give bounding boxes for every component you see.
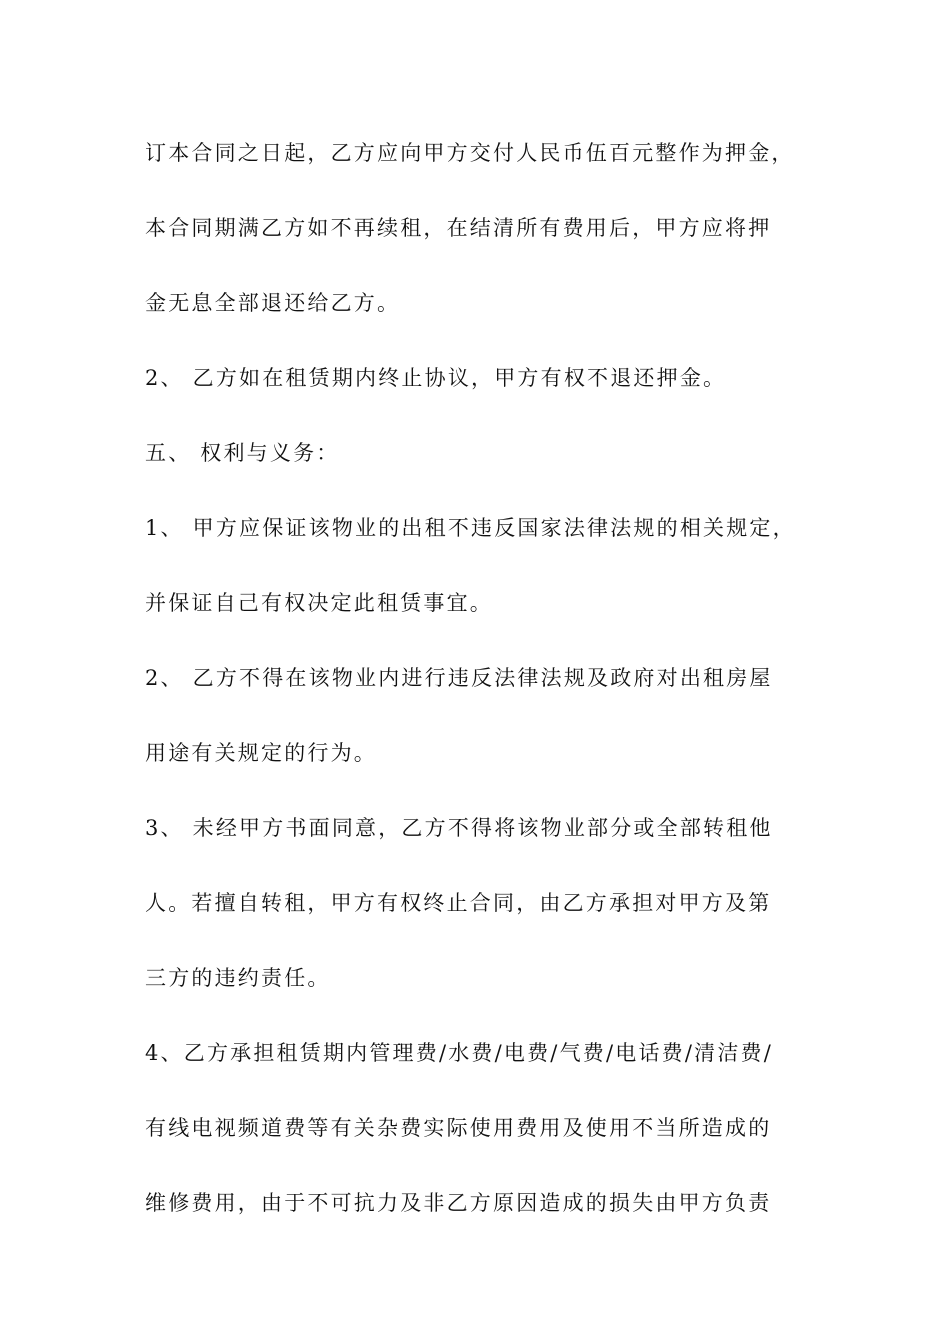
text-line: 维修费用，由于不可抗力及非乙方原因造成的损失由甲方负责 [145,1191,772,1215]
text-line: 2、 乙方如在租赁期内终止协议，甲方有权不退还押金。 [145,366,727,390]
text-line: 三方的违约责任。 [145,966,331,990]
text-line: 金无息全部退还给乙方。 [145,291,401,315]
text-line: 并保证自己有权决定此租赁事宜。 [145,591,493,615]
contract-text-block [145,128,825,1253]
text-line: 本合同期满乙方如不再续租，在结清所有费用后，甲方应将押 [145,216,772,240]
text-line: 2、 乙方不得在该物业内进行违反法律法规及政府对出租房屋 [145,666,773,690]
text-line: 1、 甲方应保证该物业的出租不违反国家法律法规的相关规定， [145,516,796,540]
text-line: 用途有关规定的行为。 [145,741,377,765]
text-line: 3、 未经甲方书面同意，乙方不得将该物业部分或全部转租他 [145,816,773,840]
text-line: 4、乙方承担租赁期内管理费/水费/电费/气费/电话费/清洁费/ [145,1041,774,1065]
text-line: 订本合同之日起，乙方应向甲方交付人民币伍百元整作为押金， [145,141,795,165]
section-heading: 五、 权利与义务： [145,441,340,465]
text-line: 人。若擅自转租，甲方有权终止合同，由乙方承担对甲方及第 [145,891,772,915]
text-line: 有线电视频道费等有关杂费实际使用费用及使用不当所造成的 [145,1116,772,1140]
